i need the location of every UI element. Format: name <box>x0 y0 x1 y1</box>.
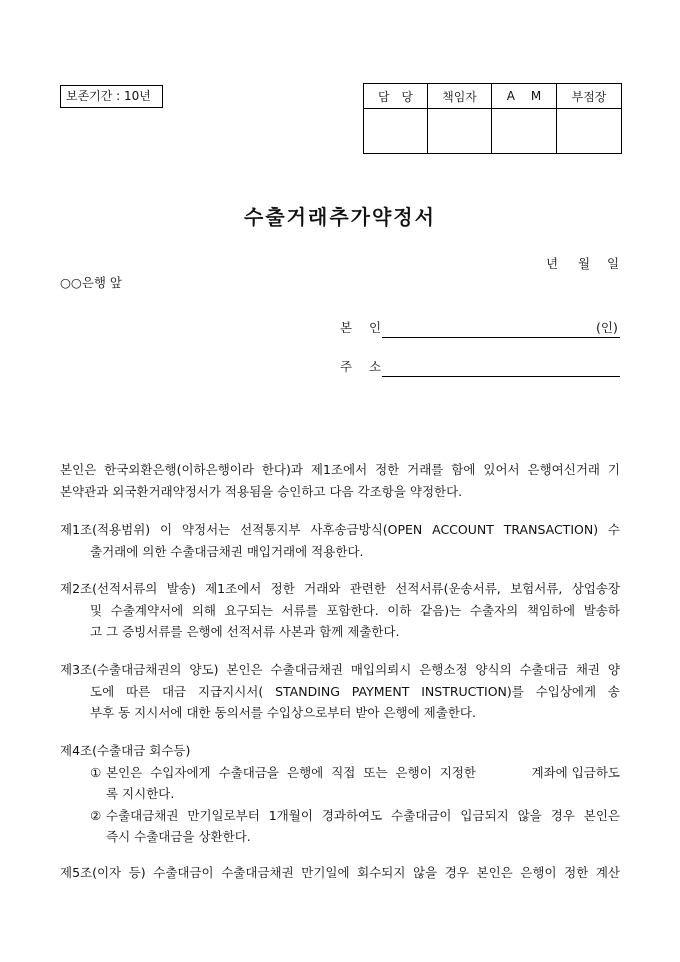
approval-table <box>363 83 622 154</box>
date-month: 월 <box>578 256 591 271</box>
date-year: 년 <box>546 256 559 271</box>
signatory-underline <box>382 337 620 338</box>
retention-period-box: 보존기간 : 10년 <box>60 85 163 108</box>
article-1 <box>60 519 620 562</box>
preamble <box>60 459 620 502</box>
article-line: 제2조(선적서류의 발송) 제1조에서 정한 거래와 관련한 선적서류(운송서류, 보험서류, 상업송장 <box>60 581 620 596</box>
preamble-line: 본약관과 외국환거래약정서가 적용됨을 승인하고 다음 각조항을 약정한다. <box>60 483 463 499</box>
item-marker: ① <box>90 764 102 780</box>
article-line: 제3조(수출대금채권의 양도) 본인은 수출대금채권 매입의뢰시 은행소정 양식의 수출대금 채권 양 <box>60 662 620 677</box>
signatory-label: 본 인 <box>340 320 382 335</box>
article-3 <box>60 659 620 724</box>
address-label: 주 소 <box>340 359 382 374</box>
approval-stamp-cell-staff <box>364 109 428 154</box>
article-2 <box>60 578 620 643</box>
item-marker: ② <box>90 807 102 823</box>
article-line: 출거래에 의한 수출대금채권 매입거래에 적용한다. <box>90 543 364 559</box>
item-text-after-blank: 계좌에 입금하도 <box>531 764 620 780</box>
approval-header-branch-head: 부점장 <box>557 84 622 109</box>
approval-stamp-cell-manager <box>428 109 492 154</box>
addressee: ○○은행 앞 <box>60 275 123 290</box>
approval-stamp-cell-am <box>492 109 557 154</box>
article-line: 및 수출계약서에 의해 요구되는 서류를 포함한다. 이하 같음)는 수출자의 책임하에 발송하 <box>90 602 620 618</box>
date-day: 일 <box>607 256 620 271</box>
article-line: 도에 따른 대금 지급지시서( STANDING PAYMENT INSTRUCTION)를 수입상에게 송 <box>90 683 620 699</box>
seal-mark: (인) <box>596 320 618 335</box>
approval-header-manager: 책임자 <box>428 84 492 109</box>
document-title: 수출거래추가약정서 <box>244 205 436 229</box>
approval-header-row <box>364 84 622 109</box>
item-continuation: 록 지시한다. <box>106 786 175 801</box>
article-item-2 <box>60 805 620 827</box>
approval-header-staff: 담 당 <box>364 84 428 109</box>
article-heading: 제4조(수출대금 회수등) <box>60 743 191 758</box>
approval-stamp-row <box>364 109 622 154</box>
approval-header-am: A M <box>492 84 557 109</box>
article-4 <box>60 740 620 848</box>
approval-stamp-cell-branch-head <box>557 109 622 154</box>
item-text: 수출대금채권 만기일로부터 1개월이 경과하여도 수출대금이 입금되지 않을 경우 본인은 <box>106 807 620 823</box>
item-continuation: 즉시 수출대금을 상환한다. <box>106 829 251 844</box>
item-text-before-blank: 본인은 수입자에게 수출대금을 은행에 직접 또는 은행이 지정한 <box>106 764 476 780</box>
preamble-line: 본인은 한국외환은행(이하은행이라 한다)과 제1조에서 정한 거래를 함에 있어서 은행여신거래 기 <box>60 462 620 477</box>
article-item-1 <box>60 762 620 784</box>
article-line: 제1조(적용범위) 이 약정서는 선적통지부 사후송금방식(OPEN ACCOUNT TRANSACTION) 수 <box>60 522 620 537</box>
address-underline <box>382 376 620 377</box>
article-line: 부후 동 지시서에 대한 동의서를 수입상으로부터 받아 은행에 제출한다. <box>90 705 476 720</box>
article-line: 고 그 증빙서류를 은행에 선적서류 사본과 함께 제출한다. <box>90 624 400 639</box>
article-5 <box>60 862 620 884</box>
article-line: 제5조(이자 등) 수출대금이 수출대금채권 만기일에 회수되지 않을 경우 본인은 은행이 정한 계산 <box>60 865 620 880</box>
